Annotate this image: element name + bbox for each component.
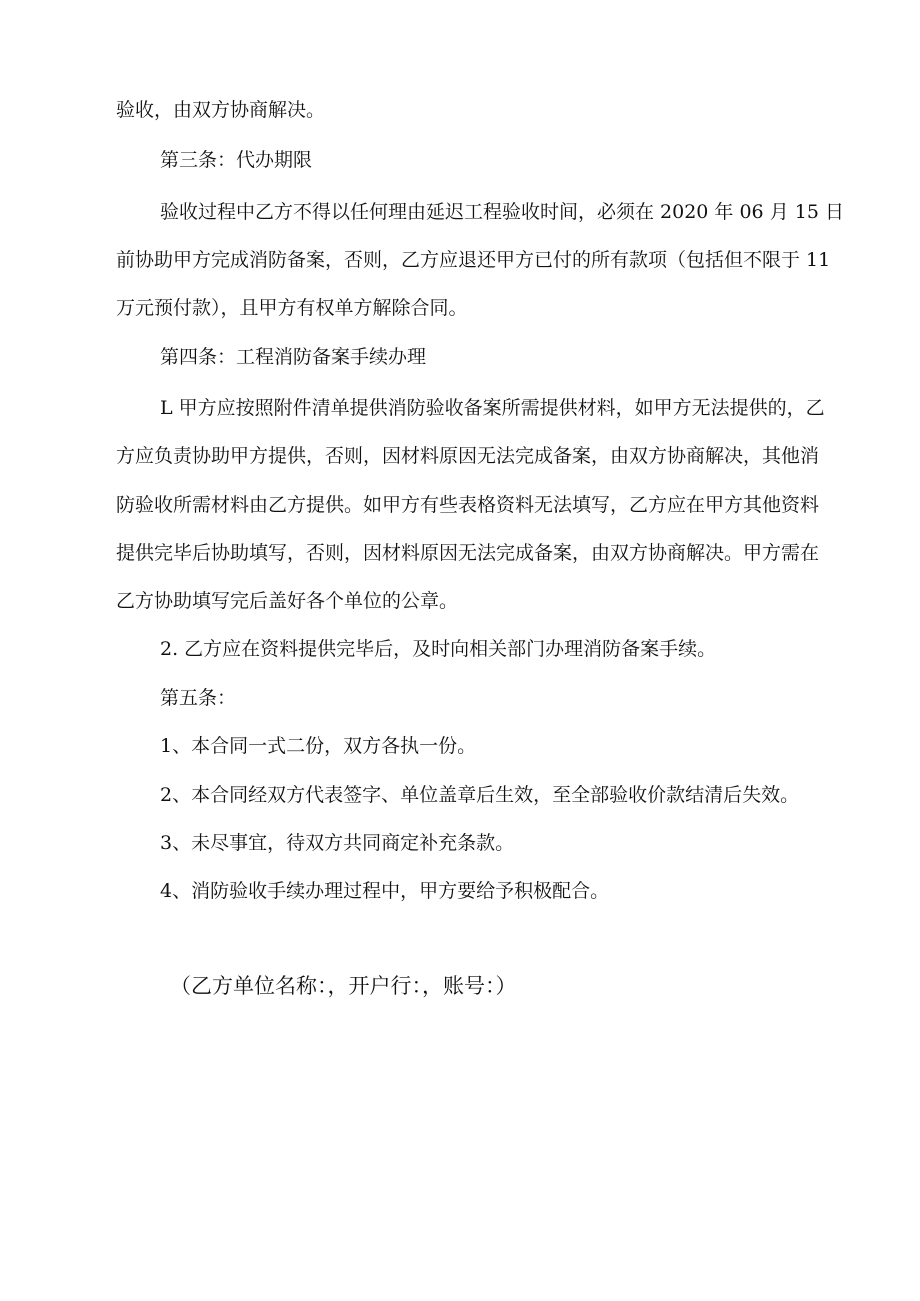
paragraph-line: 万元预付款），且甲方有权单方解除合同。 (116, 297, 468, 319)
paragraph-line: 验收，由双方协商解决。 (116, 99, 326, 121)
list-item: 2、本合同经双方代表签字、单位盖章后生效，至全部验收价款结清后失效。 (160, 784, 800, 806)
article-4-heading: 第四条：工程消防备案手续办理 (160, 346, 427, 368)
paragraph-line: 方应负责协助甲方提供，否则，因材料原因无法完成备案，由双方协商解决，其他消 (116, 445, 820, 467)
paragraph-line: 2. 乙方应在资料提供完毕后，及时向相关部门办理消防备案手续。 (160, 638, 717, 660)
list-item: 1、本合同一式二份，双方各执一份。 (160, 735, 477, 757)
paragraph-line: 提供完毕后协助填写，否则，因材料原因无法完成备案，由双方协商解决。甲方需在 (116, 542, 820, 564)
list-item: 4、消防验收手续办理过程中，甲方要给予积极配合。 (160, 880, 610, 902)
article-5-heading: 第五条： (160, 687, 237, 709)
paragraph-line: 验收过程中乙方不得以任何理由延迟工程验收时间，必须在 2020 年 06 月 15 日 (160, 201, 844, 223)
list-item: 3、未尽事宜，待双方共同商定补充条款。 (160, 832, 515, 854)
paragraph-line: 前协助甲方完成消防备案，否则，乙方应退还甲方已付的所有款项（包括但不限于 11 (116, 249, 831, 271)
paragraph-line: 乙方协助填写完后盖好各个单位的公章。 (116, 590, 459, 612)
account-info-footer: （乙方单位名称：，开户行：，账号：） (170, 974, 517, 998)
article-3-heading: 第三条：代办期限 (160, 149, 313, 171)
paragraph-line: L 甲方应按照附件清单提供消防验收备案所需提供材料，如甲方无法提供的，乙 (160, 397, 825, 419)
paragraph-line: 防验收所需材料由乙方提供。如甲方有些表格资料无法填写，乙方应在甲方其他资料 (116, 494, 820, 516)
